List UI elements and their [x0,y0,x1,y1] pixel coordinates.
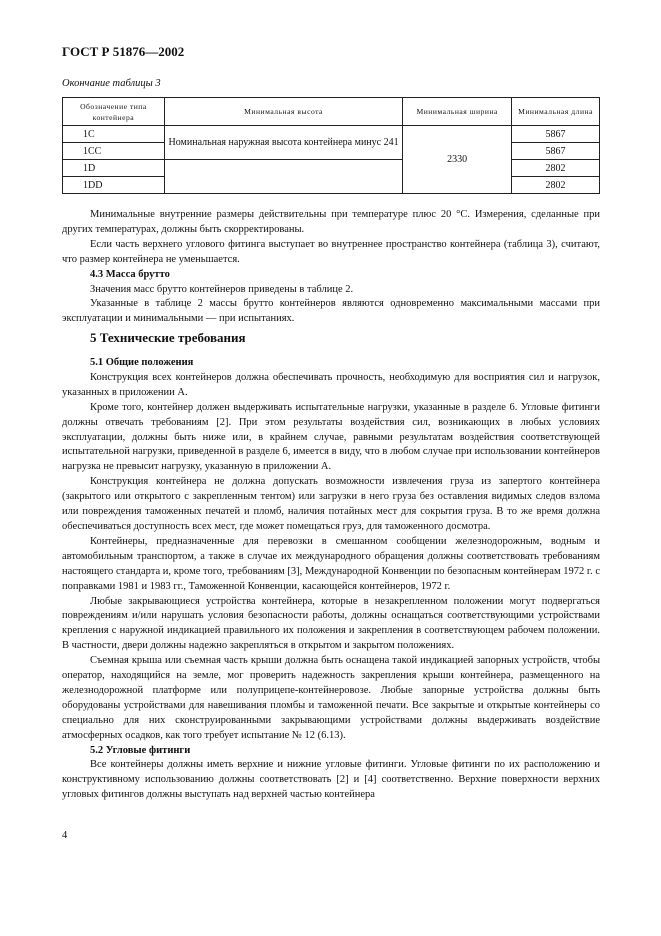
page-number: 4 [62,830,68,841]
cell-min-height-empty [164,160,402,194]
table-row [63,160,600,177]
subsection-heading-5-2: 5.2 Угловые фитинги [90,744,191,756]
paragraph: Значения масс брутто контейнеров приведены в таблице 2. [90,283,354,295]
paragraph: Кроме того, контейнер должен выдерживать испытательные нагрузки, указанные в разделе 6. Угловые фитинги должны отвечать требованиям [2]. При этом результаты воздействия сил, возникающих в любых условиях эксплуатации, должны быть ниже или, в крайнем случае, равными результатам воздействия соответствующей испытательной нагрузки, приведенной в разделе 6, имеется в виду, что в любом случае при использовании контейнеров нагрузка не превысит нагрузку, указанную в приложении А. [62,401,600,473]
table-header-row [63,98,600,126]
paragraph: Конструкция контейнера не должна допускать возможности извлечения груза из запертого контейнера (закрытого или открытого с закрепленным тентом) или загрузки в него груза без оставления видимых следов взлома или повреждения таможенных печатей и пломб, наличия потайных мест для сокрытия груза. В то же время должна обеспечиваться доступность всех мест, где может помещаться груз, для таможенного досмотра. [62,476,600,532]
paragraph: Контейнеры, предназначенные для перевозки в смешанном сообщении железнодорожным, водным и автомобильным транспортом, а также в случае их международного обращения должны соответствовать требованиям настоящего стандарта и, кроме того, требованиям [3], Международной Конвенции по безопасным контейнерам 1972 г. с поправками 1981 и 1983 гг., Таможенной Конвенции, касающейся контейнеров, 1972 г. [62,535,600,592]
cell-type: 1СС [63,143,165,160]
cell-type: 1С [63,126,165,143]
table-caption: Окончание таблицы 3 [62,78,161,89]
cell-type: 1DD [63,177,165,194]
text-block-2 [62,356,600,803]
paragraph: Любые закрывающиеся устройства контейнера, которые в незакрепленном положении могут подвергаться повреждениям и/или нарушать условия безопасности работы, должны оснащаться соответствующими устройствами крепления с наружной индикацией правильного их положения и закрепления в соответствующем рабочем положении. В частности, двери должны надежно закрепляться в открытом и закрытом положениях. [62,595,600,652]
col-header-width: Минимальная ширина [403,98,512,126]
cell-length: 5867 [512,126,600,143]
col-header-length: Минимальная длина [512,98,600,126]
col-header-type: Обозначение типа контейнера [63,98,165,126]
table-3 [62,97,600,194]
cell-length: 5867 [512,143,600,160]
paragraph: Минимальные внутренние размеры действительны при температуре плюс 20 °С. Измерения, сделанные при других температурах, должны быть скорректированы. [62,209,600,235]
paragraph: Съемная крыша или съемная часть крыши должна быть оснащена такой индикацией запорных устройств, чтобы оператор, находящийся на земле, мог проверить надежность закрепления крыши контейнера, размещенного на железнодорожной платформе или полуприцепе-контейнеровозе. Любые запорные устройства должны быть оборудованы устройствами для навешивания пломбы и таможенной печати. Все закрытые и открытые контейнеры со специально для них сконструированными закрывающими устройствами должны выдерживать воздействие атмосферных осадков, как того требует испытание № 12 (6.13). [62,655,600,741]
subsection-heading-5-1: 5.1 Общие положения [90,357,194,368]
paragraph: Указанные в таблице 2 массы брутто контейнеров являются одновременно максимальными массами при эксплуатации и минимальными — при испытаниях. [62,298,600,325]
paragraph: Если часть верхнего углового фитинга выступает во внутреннее пространство контейнера (таблица 3), считают, что размер контейнера не уменьшается. [62,238,600,265]
cell-min-height: Номинальная наружная высота контейнера минус 241 [164,126,402,160]
cell-min-width: 2330 [403,126,512,194]
text-block-1 [62,208,600,327]
cell-length: 2802 [512,160,600,177]
cell-type: 1D [63,160,165,177]
table-row [63,126,600,143]
cell-length: 2802 [512,177,600,194]
col-header-height: Минимальная высота [164,98,402,126]
subsection-heading-4-3: 4.3 Масса брутто [90,268,170,280]
section-heading-5: 5 Технические требования [90,330,246,345]
paragraph: Конструкция всех контейнеров должна обеспечивать прочность, необходимую для восприятия сил и нагрузок, указанных в приложении А. [62,371,600,398]
document-header: ГОСТ Р 51876—2002 [62,44,185,59]
paragraph: Все контейнеры должны иметь верхние и нижние угловые фитинги. Угловые фитинги по их расположению и конструктивному использованию должны соответствовать [2] и [4] соответственно. Верхние поверхности верхних угловых фитингов должны выступать над верхней частью контейнера [62,759,600,801]
